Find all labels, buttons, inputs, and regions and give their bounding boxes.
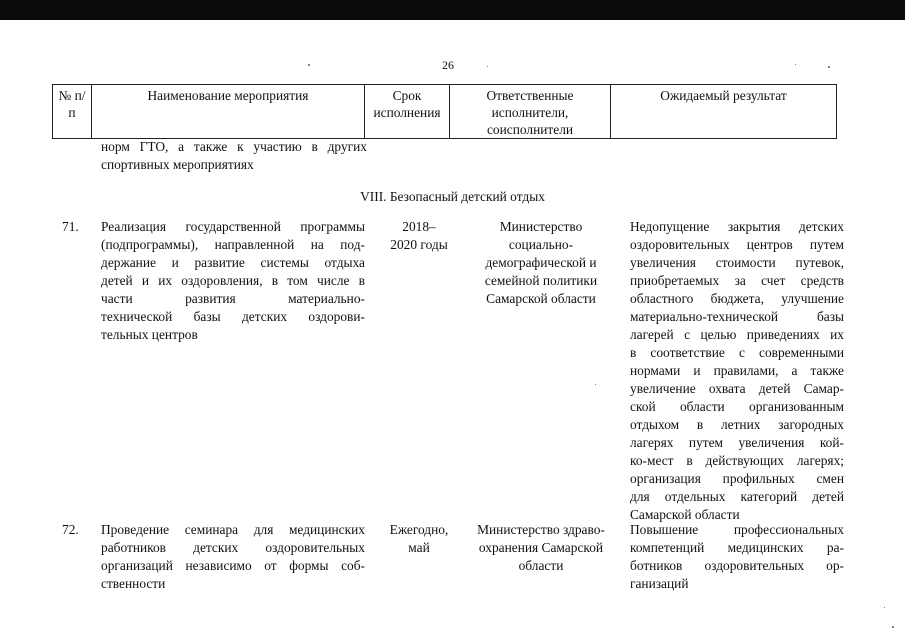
scan-speck bbox=[892, 626, 894, 628]
text-line: семейной политики bbox=[484, 273, 598, 288]
text-line: в соответствие с современными bbox=[630, 345, 844, 360]
text-line: компетенций медицинских ра- bbox=[630, 540, 844, 555]
text-line: для отдельных категорий детей bbox=[630, 489, 844, 504]
text-line: держание и развитие системы отдыха bbox=[101, 255, 365, 270]
row-result bbox=[630, 521, 844, 593]
row-result bbox=[630, 218, 844, 524]
text-line: увеличение охвата детей Самар- bbox=[630, 381, 844, 396]
text-line: Самарской области bbox=[630, 507, 740, 522]
text-line: норм ГТО, а также к участию в других bbox=[101, 139, 367, 154]
scan-speck bbox=[487, 66, 488, 67]
scan-speck bbox=[795, 64, 796, 65]
text-line: организация профильных смен bbox=[630, 471, 844, 486]
row-term bbox=[379, 218, 459, 254]
row-name bbox=[101, 521, 365, 593]
text-line: лагерях путем увеличения кой- bbox=[630, 435, 844, 450]
continuation-text bbox=[101, 138, 367, 174]
row-number: 72. bbox=[62, 522, 79, 537]
scan-top-border bbox=[0, 0, 905, 20]
text-line: Министерство здраво- bbox=[477, 522, 605, 537]
header-responsible: Ответственные исполнители, соисполнители bbox=[450, 85, 611, 139]
text-line: детей и их оздоровления, в том числе в bbox=[101, 273, 365, 288]
header-term: Срок исполнения bbox=[365, 85, 450, 139]
row-name bbox=[101, 218, 365, 344]
page-number: 26 bbox=[442, 58, 454, 72]
text-line: Самарской области bbox=[486, 291, 596, 306]
header-name: Наименование мероприятия bbox=[92, 85, 365, 139]
text-line: Ежегодно, bbox=[389, 522, 449, 537]
text-line: демографической и bbox=[485, 255, 597, 270]
table-header bbox=[52, 84, 837, 139]
scan-speck bbox=[884, 607, 885, 608]
text-line: Реализация государственной программы bbox=[101, 219, 365, 234]
section-title: VIII. Безопасный детский отдых bbox=[360, 189, 545, 204]
text-line: работников детских оздоровительных bbox=[101, 540, 365, 555]
header-num: № п/п bbox=[53, 85, 92, 139]
text-line: (подпрограммы), направленной на под- bbox=[101, 237, 365, 252]
text-line: области bbox=[518, 558, 564, 573]
text-line: отдыхом в летних загородных bbox=[630, 417, 844, 432]
text-line: ганизаций bbox=[630, 576, 689, 591]
text-line: части развития материально- bbox=[101, 291, 365, 306]
text-line: 2020 годы bbox=[390, 237, 448, 252]
text-line: ственности bbox=[101, 576, 166, 591]
text-line: нормами и правилами, а также bbox=[630, 363, 844, 378]
text-line: областного бюджета, улучшение bbox=[630, 291, 844, 306]
text-line: Недопущение закрытия детских bbox=[630, 219, 844, 234]
text-line: охранения Самарской bbox=[478, 540, 604, 555]
text-line: лагерей с целью приведениях их bbox=[630, 327, 844, 342]
text-line: май bbox=[408, 540, 430, 555]
text-line: Министерство bbox=[499, 219, 583, 234]
row-responsible bbox=[466, 521, 616, 575]
text-line: приобретаемых за счет средств bbox=[630, 273, 844, 288]
scan-speck bbox=[595, 384, 596, 385]
text-line: тельных центров bbox=[101, 327, 198, 342]
text-line: ко-мест в действующих лагерях; bbox=[630, 453, 844, 468]
text-line: социально- bbox=[508, 237, 574, 252]
text-line: увеличения стоимости путевок, bbox=[630, 255, 844, 270]
text-line: Проведение семинара для медицинских bbox=[101, 522, 365, 537]
row-number: 71. bbox=[62, 219, 79, 234]
text-line: оздоровительных центров путем bbox=[630, 237, 844, 252]
text-line: технической базы детских оздорови- bbox=[101, 309, 365, 324]
scan-speck bbox=[828, 66, 830, 68]
text-line: Повышение профессиональных bbox=[630, 522, 844, 537]
text-line: ботников оздоровительных ор- bbox=[630, 558, 844, 573]
text-line: ской области организованным bbox=[630, 399, 844, 414]
scan-speck bbox=[308, 64, 310, 66]
text-line: организаций независимо от формы соб- bbox=[101, 558, 365, 573]
row-responsible bbox=[466, 218, 616, 308]
text-line: спортивных мероприятиях bbox=[101, 157, 254, 172]
row-term bbox=[379, 521, 459, 557]
header-result: Ожидаемый результат bbox=[611, 85, 837, 139]
text-line: материально-технической базы bbox=[630, 309, 844, 324]
text-line: 2018– bbox=[402, 219, 436, 234]
